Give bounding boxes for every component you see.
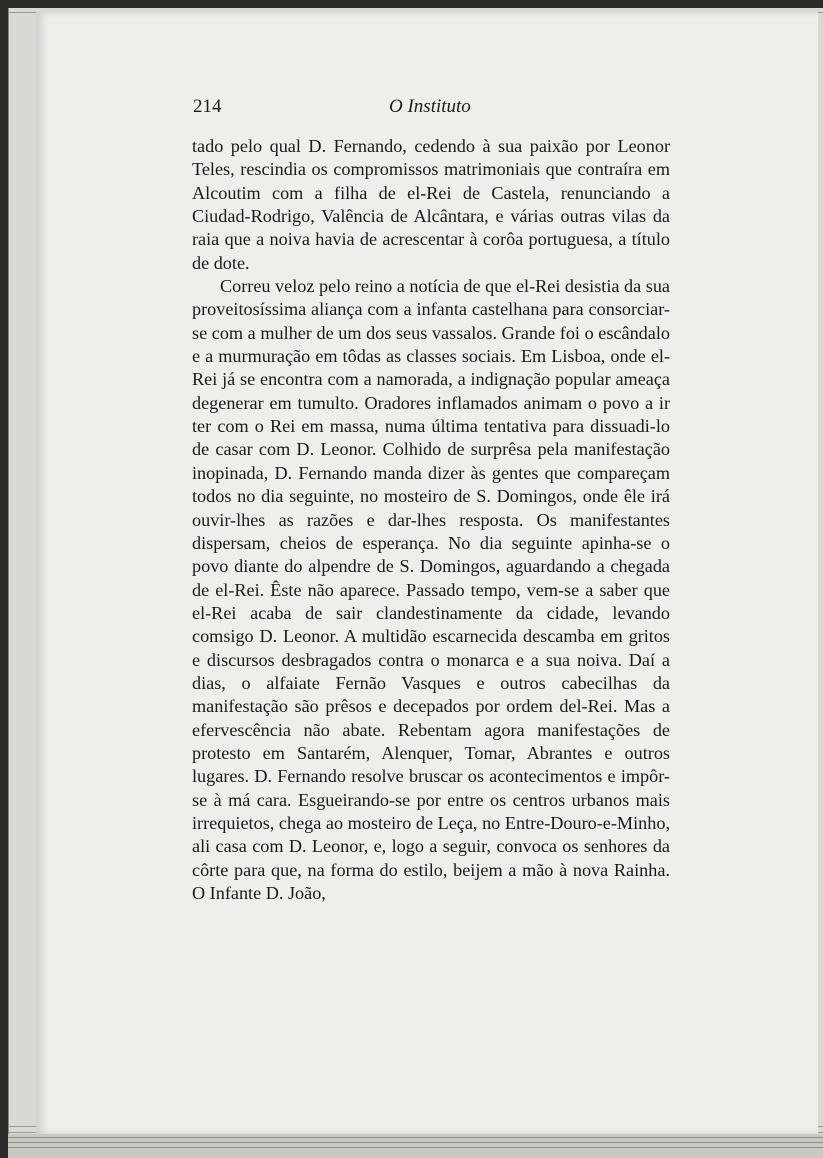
paragraph: Correu veloz pelo reino a notícia de que el-Rei desistia da sua proveitosíssima aliança com a infanta castelhana para consorciar-se com a mulher de um dos seus vassalos. Grande foi o escândalo e a murmuração em tôdas as classes sociais. Em Lisboa, onde el-Rei já se encontra com a namorada, a indignação popular ameaça degenerar em tumulto. Oradores inflamados animam o povo a ir ter com o Rei em massa, numa última tentativa para dissuadi-lo de casar com D. Leonor. Colhido de surprêsa pela manifestação inopinada, D. Fernando manda dizer às gentes que compareçam todos no dia seguinte, no mosteiro de S. Domingos, onde êle irá ouvir-lhes as razões e dar-lhes resposta. Os manifestantes dispersam, cheios de esperança. No dia seguinte apinha-se o povo diante do alpendre de S. Domingos, aguardando a chegada de el-Rei. Êste não aparece. Passado tempo, vem-se a saber que el-Rei acaba de sair clandestinamente da cidade, levando comsigo D. Leonor. A multidão escarnecida descamba em gritos e discursos desbragados contra o monarca e a sua noiva. Daí a dias, o alfaiate Fernão Vasques e outros cabecilhas da manifestação são prêsos e decepados por ordem del-Rei. Mas a efervescência não abate. Rebentam agora manifestações de protesto em Santarém, Alenquer, Tomar, Abrantes e outros lugares. D. Fernando resolve bruscar os acontecimentos e impôr-se à má cara. Esgueirando-se por entre os centros urbanos mais irrequietos, chega ao mosteiro de Leça, no Entre-Douro-e-Minho, ali casa com D. Leonor, e, logo a seguir, convoca os senhores da côrte para que, na forma do estilo, beijem a mão à nova Rainha. O Infante D. João, [192,276,670,903]
page-edge-line [8,1137,823,1138]
body-text [192,135,670,905]
paragraph: tado pelo qual D. Fernando, cedendo à sua paixão por Leonor Teles, rescindia os compromissos matrimoniais que contraíra em Alcoutim com a filha de el-Rei de Castela, renunciando a Ciudad-Rodrigo, Valência de Alcântara, e várias outras vilas da raia que a noiva havia de acrescentar à corôa portuguesa, a título de dote. [192,136,670,273]
page-stack-bottom [8,1134,823,1158]
page-header [193,96,671,126]
page-edge-line [8,1147,823,1148]
page-number: 214 [193,96,222,117]
page-edge-line [8,1142,823,1143]
running-title: O Instituto [389,96,471,117]
